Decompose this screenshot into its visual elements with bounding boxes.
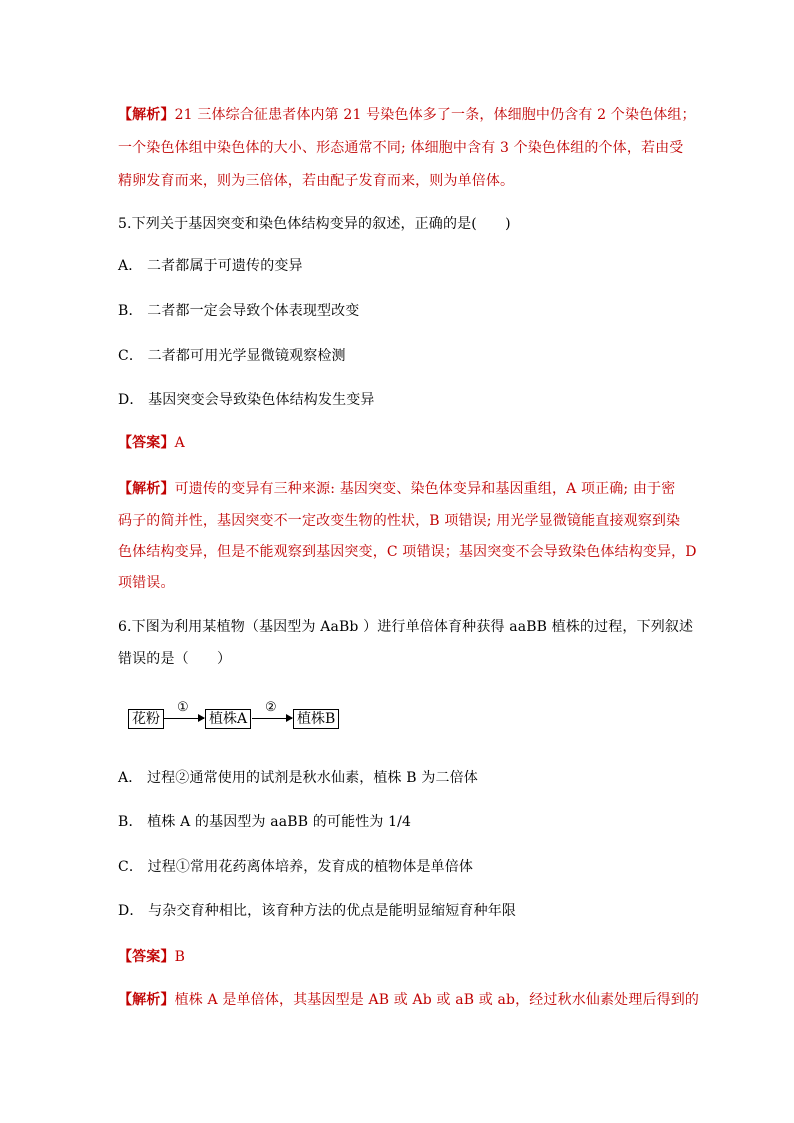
q5-analysis-text-1: 可遗传的变异有三种来源: 基因突变、染色体变异和基因重组，A 项正确; 由于密: [174, 481, 676, 497]
q6-option-c: C． 过程①常用花药离体培养，发育成的植物体是单倍体: [118, 859, 474, 875]
diagram-step-2: ②: [265, 700, 277, 715]
breeding-process-diagram: [128, 700, 348, 731]
q5-option-c: C． 二者都可用光学显微镜观察检测: [118, 348, 346, 364]
q5-analysis-line-4: 项错误。: [118, 575, 175, 591]
analysis1-text-1: 21 三体综合征患者体内第 21 号染色体多了一条，体细胞中仍含有 2 个染色体组；: [174, 107, 696, 123]
q6-option-b: B． 植株 A 的基因型为 aaBB 的可能性为 1/4: [118, 814, 412, 830]
q6-option-d: D． 与杂交育种相比，该育种方法的优点是能明显缩短育种年限: [118, 903, 517, 919]
diagram-arrow-1: [164, 718, 204, 719]
q6-answer: [118, 946, 185, 966]
q6-answer-value: B: [174, 949, 186, 965]
diagram-step-1: ①: [177, 700, 189, 715]
q6-stem-line-2: 错误的是（ ）: [118, 651, 232, 667]
q5-option-b: B． 二者都一定会导致个体表现型改变: [118, 303, 360, 319]
analysis1-line-2: 一个染色体组中染色体的大小、形态通常不同; 体细胞中含有 3 个染色体组的个体，若由受: [118, 140, 684, 156]
q5-analysis-line-2: 码子的简并性，基因突变不一定改变生物的性状，B 项错误; 用光学显微镜能直接观察到染: [118, 513, 681, 529]
q5-analysis-tag: 【解析】: [118, 481, 175, 497]
analysis1-tag: 【解析】: [118, 107, 175, 123]
analysis1-line-3: 精卵发育而来，则为三倍体，若由配子发育而来，则为单倍体。: [118, 173, 515, 189]
q5-analysis-line-3: 色体结构变异，但是不能观察到基因突变，C 项错误；基因突变不会导致染色体结构变异，D: [118, 544, 697, 560]
diagram-box-plant-a: 植株A: [205, 709, 251, 729]
q5-answer-tag: 【答案】: [118, 435, 175, 451]
q6-analysis-line-1: [118, 989, 699, 1009]
q6-analysis-tag: 【解析】: [118, 992, 175, 1008]
analysis1-line-1: [118, 104, 696, 124]
q6-stem-line-1: 6.下图为利用某植物（基因型为 AaBb ）进行单倍体育种获得 aaBB 植株的过程，下列叙述: [118, 619, 694, 635]
diagram-box-pollen: 花粉: [128, 709, 164, 729]
q5-option-d: D． 基因突变会导致染色体结构发生变异: [118, 392, 375, 408]
q5-analysis-line-1: [118, 478, 675, 498]
q5-answer-value: A: [174, 435, 185, 451]
diagram-box-plant-b: 植株B: [293, 709, 339, 729]
q6-analysis-text-1: 植株 A 是单倍体，其基因型是 AB 或 Ab 或 aB 或 ab，经过秋水仙素处理后得到的: [174, 992, 700, 1008]
q5-answer: [118, 432, 185, 452]
q6-option-a: A． 过程②通常使用的试剂是秋水仙素，植株 B 为二倍体: [118, 770, 478, 786]
q5-option-a: A． 二者都属于可遗传的变异: [118, 258, 303, 274]
q5-stem: 5.下列关于基因突变和染色体结构变异的叙述，正确的是( ): [118, 216, 511, 232]
q6-answer-tag: 【答案】: [118, 949, 175, 965]
diagram-arrow-2: [252, 718, 292, 719]
